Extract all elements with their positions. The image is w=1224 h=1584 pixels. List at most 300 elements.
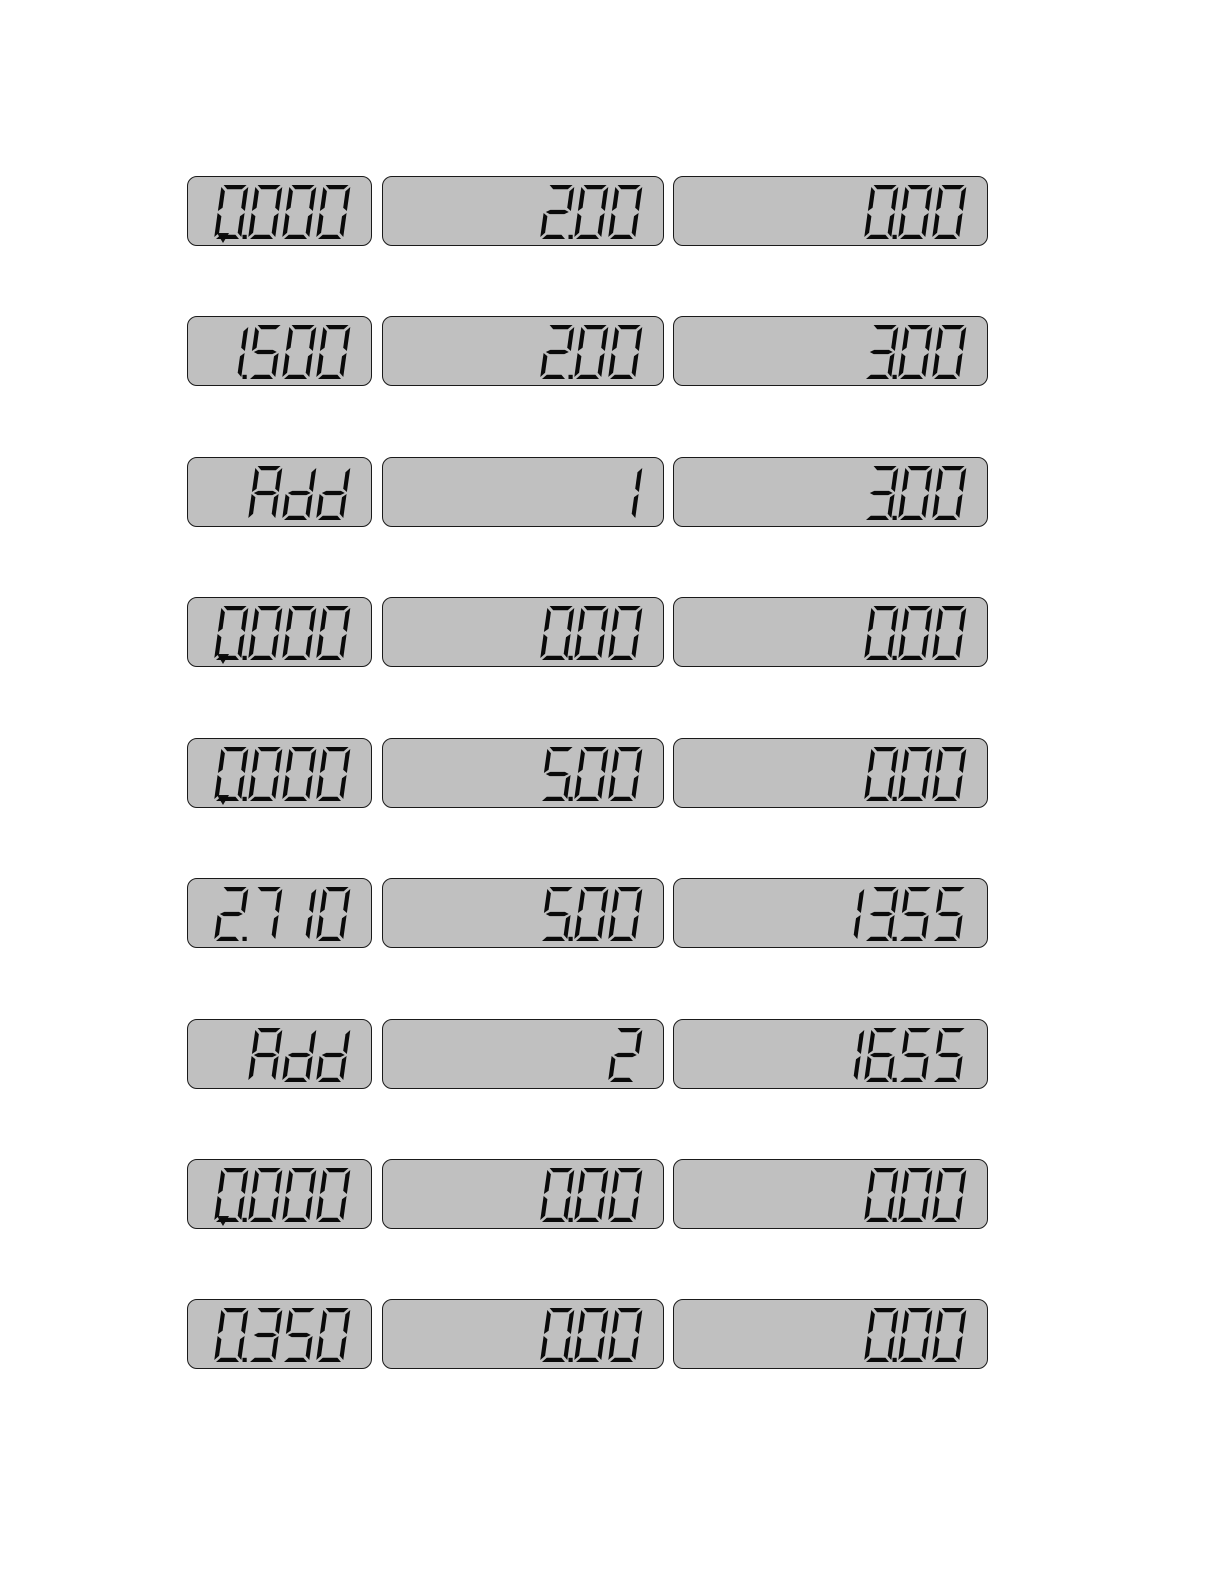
total-digit xyxy=(933,466,967,520)
lcd-segment xyxy=(956,915,963,939)
lcd-segment xyxy=(584,185,607,189)
lcd-segment xyxy=(922,1196,929,1220)
lcd-segment xyxy=(609,213,616,237)
lcd-segment xyxy=(317,353,324,377)
lcd-segment xyxy=(610,375,633,379)
lcd-segment xyxy=(340,775,347,799)
lcd-segment xyxy=(306,1336,313,1360)
total-display xyxy=(673,316,988,386)
lcd-segment xyxy=(258,325,281,329)
lcd-segment xyxy=(310,327,317,351)
lcd-segment xyxy=(933,775,940,799)
price-seven-segment xyxy=(540,887,653,941)
lcd-segment xyxy=(306,634,313,658)
lcd-segment xyxy=(632,775,639,799)
lcd-segment xyxy=(276,608,283,632)
weight-digit xyxy=(215,606,249,660)
lcd-segment xyxy=(318,375,341,379)
lcd-segment xyxy=(292,747,315,751)
lcd-segment xyxy=(618,1028,641,1032)
lcd-segment xyxy=(618,747,641,751)
price-digit xyxy=(541,606,575,660)
lcd-segment xyxy=(888,634,895,658)
lcd-segment xyxy=(899,494,906,518)
total-digit xyxy=(899,466,933,520)
lcd-segment xyxy=(578,187,585,211)
lcd-segment xyxy=(900,937,923,941)
total-value xyxy=(674,598,675,599)
lcd-segment xyxy=(900,1218,923,1222)
weight-digit xyxy=(284,1308,315,1362)
lcd-segment xyxy=(283,634,290,658)
lcd-segment xyxy=(283,1196,290,1220)
weight-display xyxy=(187,738,372,808)
lcd-segment xyxy=(926,1310,933,1334)
lcd-segment xyxy=(216,1358,239,1362)
lcd-segment xyxy=(542,797,565,801)
lcd-segment xyxy=(609,634,616,658)
lcd-segment xyxy=(258,606,281,610)
lcd-segment xyxy=(584,1308,607,1312)
lcd-segment xyxy=(215,213,222,237)
weight-digit xyxy=(250,325,281,379)
lcd-segment xyxy=(310,1030,317,1054)
lcd-segment xyxy=(568,1170,575,1194)
lcd-segment xyxy=(340,1336,347,1360)
lcd-segment xyxy=(636,889,643,913)
price-digit xyxy=(541,325,575,379)
lcd-segment xyxy=(868,1310,875,1334)
lcd-segment xyxy=(942,1168,965,1172)
lcd-segment xyxy=(902,468,909,492)
price-digit xyxy=(575,185,609,239)
lcd-segment xyxy=(854,915,861,939)
lcd-segment xyxy=(254,1053,277,1057)
lcd-segment xyxy=(272,494,279,518)
lcd-segment xyxy=(922,213,929,237)
weight-digit xyxy=(215,747,249,801)
decimal-point xyxy=(243,375,247,379)
weight-display xyxy=(187,1159,372,1229)
lcd-segment xyxy=(283,353,290,377)
lcd-segment xyxy=(564,634,571,658)
lcd-segment xyxy=(609,915,616,939)
total-digit xyxy=(866,325,898,379)
lcd-segment xyxy=(908,606,931,610)
total-value xyxy=(674,317,675,318)
lcd-segment xyxy=(936,1310,943,1334)
lcd-segment xyxy=(960,749,967,773)
lcd-segment xyxy=(575,634,582,658)
lcd-segment xyxy=(612,608,619,632)
lcd-segment xyxy=(322,1053,345,1057)
lcd-segment xyxy=(908,887,931,891)
weight-digit xyxy=(283,606,317,660)
lcd-segment xyxy=(942,1308,965,1312)
total-value xyxy=(674,1160,675,1161)
lcd-segment xyxy=(250,1218,273,1222)
lcd-segment xyxy=(550,185,573,189)
lcd-segment xyxy=(866,375,889,379)
price-display xyxy=(382,1159,664,1229)
lcd-segment xyxy=(865,1196,872,1220)
lcd-segment xyxy=(636,468,643,492)
price-display xyxy=(382,1299,664,1369)
lcd-segment xyxy=(320,749,327,773)
lcd-segment xyxy=(242,608,249,632)
lcd-segment xyxy=(317,915,324,939)
total-digit xyxy=(899,185,933,239)
readout-row xyxy=(0,457,1224,529)
price-seven-segment xyxy=(540,325,653,379)
lcd-segment xyxy=(934,1358,957,1362)
lcd-segment xyxy=(888,1056,895,1080)
weight-display xyxy=(187,316,372,386)
total-digit xyxy=(933,325,967,379)
lcd-segment xyxy=(317,1196,324,1220)
price-value xyxy=(383,739,384,740)
lcd-segment xyxy=(216,1218,239,1222)
lcd-segment xyxy=(568,1310,575,1334)
lcd-segment xyxy=(892,468,899,492)
lcd-segment xyxy=(344,187,351,211)
lcd-segment xyxy=(340,353,347,377)
lcd-segment xyxy=(238,634,245,658)
lcd-segment xyxy=(632,353,639,377)
lcd-segment xyxy=(218,749,225,773)
lcd-segment xyxy=(870,350,893,354)
weight-value xyxy=(188,458,189,459)
lcd-segment xyxy=(632,634,639,658)
lcd-segment xyxy=(936,608,943,632)
lcd-segment xyxy=(249,775,256,799)
total-seven-segment xyxy=(830,1028,977,1082)
lcd-segment xyxy=(933,1336,940,1360)
weight-seven-segment xyxy=(248,1028,361,1082)
lcd-segment xyxy=(546,772,569,776)
lcd-segment xyxy=(252,187,259,211)
lcd-segment xyxy=(888,353,895,377)
total-value xyxy=(674,879,675,880)
total-value xyxy=(674,1300,675,1301)
lcd-segment xyxy=(272,634,279,658)
lcd-segment xyxy=(892,187,899,211)
total-seven-segment xyxy=(864,1308,977,1362)
lcd-segment xyxy=(922,1336,929,1360)
lcd-segment xyxy=(284,516,307,520)
price-display xyxy=(382,316,664,386)
lcd-segment xyxy=(888,494,895,518)
readout-row xyxy=(0,1159,1224,1231)
lcd-segment xyxy=(942,185,965,189)
weight-value xyxy=(188,879,189,880)
lcd-segment xyxy=(899,1196,906,1220)
lcd-segment xyxy=(216,235,239,239)
lcd-segment xyxy=(292,325,315,329)
lcd-segment xyxy=(934,516,957,520)
decimal-point xyxy=(243,1218,247,1222)
lcd-segment xyxy=(575,213,582,237)
total-digit xyxy=(899,606,933,660)
price-value xyxy=(383,879,384,880)
lcd-segment xyxy=(902,749,909,773)
lcd-segment xyxy=(888,1336,895,1360)
lcd-segment xyxy=(542,1358,565,1362)
price-digit xyxy=(541,185,575,239)
lcd-segment xyxy=(568,608,575,632)
lcd-segment xyxy=(284,1218,307,1222)
lcd-segment xyxy=(546,210,569,214)
weight-digit xyxy=(317,185,351,239)
lcd-segment xyxy=(541,213,548,237)
total-digit xyxy=(933,1168,967,1222)
lcd-segment xyxy=(892,749,899,773)
total-seven-segment xyxy=(864,185,977,239)
lcd-segment xyxy=(892,327,899,351)
lcd-segment xyxy=(252,749,259,773)
lcd-segment xyxy=(576,1218,599,1222)
lcd-segment xyxy=(632,213,639,237)
lcd-segment xyxy=(868,1170,875,1194)
weight-seven-segment xyxy=(214,747,361,801)
lcd-segment xyxy=(908,325,931,329)
weight-digit xyxy=(215,1308,249,1362)
price-digit xyxy=(609,185,643,239)
lcd-segment xyxy=(868,187,875,211)
lcd-segment xyxy=(310,608,317,632)
price-seven-segment xyxy=(608,466,653,520)
lcd-segment xyxy=(326,887,349,891)
lcd-segment xyxy=(610,1218,633,1222)
price-display xyxy=(382,457,664,527)
weight-digit xyxy=(249,747,283,801)
lcd-segment xyxy=(866,1358,889,1362)
weight-digit xyxy=(283,1030,317,1082)
lcd-segment xyxy=(575,915,582,939)
weight-seven-segment xyxy=(214,1168,361,1222)
decimal-point xyxy=(893,1078,897,1082)
lcd-segment xyxy=(942,1028,965,1032)
weight-digit xyxy=(283,468,317,520)
lcd-segment xyxy=(618,325,641,329)
weight-digit xyxy=(306,889,317,939)
lcd-segment xyxy=(575,1196,582,1220)
weight-value xyxy=(188,1160,189,1161)
lcd-segment xyxy=(888,775,895,799)
lcd-segment xyxy=(904,912,927,916)
lcd-segment xyxy=(609,1336,616,1360)
total-digit xyxy=(866,466,898,520)
lcd-segment xyxy=(632,494,639,518)
lcd-segment xyxy=(942,747,965,751)
total-digit xyxy=(933,185,967,239)
lcd-segment xyxy=(320,1310,327,1334)
lcd-segment xyxy=(636,1310,643,1334)
total-display xyxy=(673,1299,988,1369)
total-digit xyxy=(865,1028,897,1082)
lcd-segment xyxy=(318,1358,341,1362)
lcd-segment xyxy=(306,213,313,237)
lcd-segment xyxy=(934,656,957,660)
lcd-segment xyxy=(252,1030,259,1054)
lcd-segment xyxy=(902,1170,909,1194)
lcd-segment xyxy=(542,937,565,941)
weight-digit xyxy=(215,1168,249,1222)
lcd-segment xyxy=(224,747,247,751)
lcd-segment xyxy=(578,749,585,773)
lcd-segment xyxy=(318,797,341,801)
lcd-segment xyxy=(288,1333,311,1337)
lcd-segment xyxy=(340,634,347,658)
lcd-segment xyxy=(865,634,872,658)
weight-digit xyxy=(215,185,249,239)
lcd-segment xyxy=(578,1310,585,1334)
weight-digit xyxy=(317,325,351,379)
lcd-segment xyxy=(936,889,943,913)
lcd-segment xyxy=(276,1310,283,1334)
lcd-segment xyxy=(866,1078,889,1082)
lcd-segment xyxy=(584,747,607,751)
lcd-segment xyxy=(956,1056,963,1080)
price-display xyxy=(382,1019,664,1089)
decimal-point xyxy=(243,797,247,801)
lcd-segment xyxy=(284,797,307,801)
decimal-point xyxy=(243,1358,247,1362)
lcd-segment xyxy=(636,187,643,211)
lcd-segment xyxy=(544,1170,551,1194)
lcd-segment xyxy=(224,887,247,891)
total-display xyxy=(673,597,988,667)
price-digit xyxy=(575,747,609,801)
total-value xyxy=(674,1020,675,1021)
lcd-segment xyxy=(306,353,313,377)
lcd-segment xyxy=(636,327,643,351)
lcd-segment xyxy=(218,1170,225,1194)
lcd-segment xyxy=(306,915,313,939)
lcd-segment xyxy=(306,775,313,799)
lcd-segment xyxy=(902,1310,909,1334)
total-seven-segment xyxy=(864,325,977,379)
lcd-segment xyxy=(252,327,259,351)
decimal-point xyxy=(893,1218,897,1222)
lcd-segment xyxy=(218,608,225,632)
price-digit xyxy=(609,1168,643,1222)
lcd-segment xyxy=(544,1310,551,1334)
lcd-segment xyxy=(960,468,967,492)
lcd-segment xyxy=(575,1336,582,1360)
lcd-segment xyxy=(892,1310,899,1334)
lcd-segment xyxy=(258,1308,281,1312)
weight-digit xyxy=(317,1168,351,1222)
lcd-segment xyxy=(899,775,906,799)
total-digit xyxy=(934,887,965,941)
lcd-segment xyxy=(310,889,317,913)
lcd-segment xyxy=(865,1056,872,1080)
decimal-point xyxy=(893,797,897,801)
total-display xyxy=(673,457,988,527)
weight-value xyxy=(188,739,189,740)
lcd-segment xyxy=(326,747,349,751)
lcd-segment xyxy=(292,185,315,189)
lcd-segment xyxy=(868,1030,875,1054)
price-value xyxy=(383,598,384,599)
lcd-segment xyxy=(238,353,245,377)
lcd-segment xyxy=(922,494,929,518)
lcd-segment xyxy=(609,1196,616,1220)
lcd-segment xyxy=(874,466,897,470)
price-value xyxy=(383,1160,384,1161)
lcd-segment xyxy=(258,887,281,891)
lcd-segment xyxy=(216,656,239,660)
lcd-segment xyxy=(250,1358,273,1362)
weight-digit xyxy=(250,1308,282,1362)
lcd-segment xyxy=(318,1218,341,1222)
lcd-segment xyxy=(933,213,940,237)
total-display xyxy=(673,1019,988,1089)
lcd-segment xyxy=(286,187,293,211)
lcd-segment xyxy=(598,915,605,939)
weight-display xyxy=(187,1019,372,1089)
lcd-segment xyxy=(610,235,633,239)
lcd-segment xyxy=(933,353,940,377)
lcd-segment xyxy=(636,608,643,632)
weight-display xyxy=(187,1299,372,1369)
lcd-segment xyxy=(292,606,315,610)
lcd-segment xyxy=(310,187,317,211)
lcd-segment xyxy=(542,656,565,660)
lcd-segment xyxy=(602,187,609,211)
price-digit xyxy=(575,1308,609,1362)
decimal-point xyxy=(243,656,247,660)
lcd-segment xyxy=(636,1030,643,1054)
lcd-segment xyxy=(908,1308,931,1312)
lcd-segment xyxy=(610,797,633,801)
lcd-segment xyxy=(238,1336,245,1360)
weight-value xyxy=(188,177,189,178)
lcd-segment xyxy=(215,1336,222,1360)
lcd-segment xyxy=(960,327,967,351)
lcd-segment xyxy=(612,1170,619,1194)
price-digit xyxy=(575,1168,609,1222)
lcd-segment xyxy=(926,468,933,492)
weight-seven-segment xyxy=(248,466,361,520)
decimal-point xyxy=(569,1218,573,1222)
decimal-point xyxy=(243,235,247,239)
lcd-segment xyxy=(550,606,573,610)
lcd-segment xyxy=(926,327,933,351)
lcd-segment xyxy=(344,1310,351,1334)
lcd-segment xyxy=(242,1170,249,1194)
readout-row xyxy=(0,1299,1224,1371)
weight-digit xyxy=(258,887,283,939)
lcd-segment xyxy=(866,656,889,660)
weight-digit xyxy=(249,1168,283,1222)
weight-digit xyxy=(238,327,249,379)
price-digit xyxy=(542,887,573,941)
lcd-segment xyxy=(318,656,341,660)
lcd-segment xyxy=(904,1053,927,1057)
lcd-segment xyxy=(541,634,548,658)
weight-digit xyxy=(317,1308,351,1362)
lcd-segment xyxy=(865,213,872,237)
lcd-segment xyxy=(292,1308,315,1312)
lcd-segment xyxy=(612,889,619,913)
lcd-segment xyxy=(306,494,313,518)
lcd-segment xyxy=(938,912,961,916)
weight-digit xyxy=(249,185,283,239)
lcd-segment xyxy=(272,1336,279,1360)
price-digit xyxy=(632,468,643,518)
